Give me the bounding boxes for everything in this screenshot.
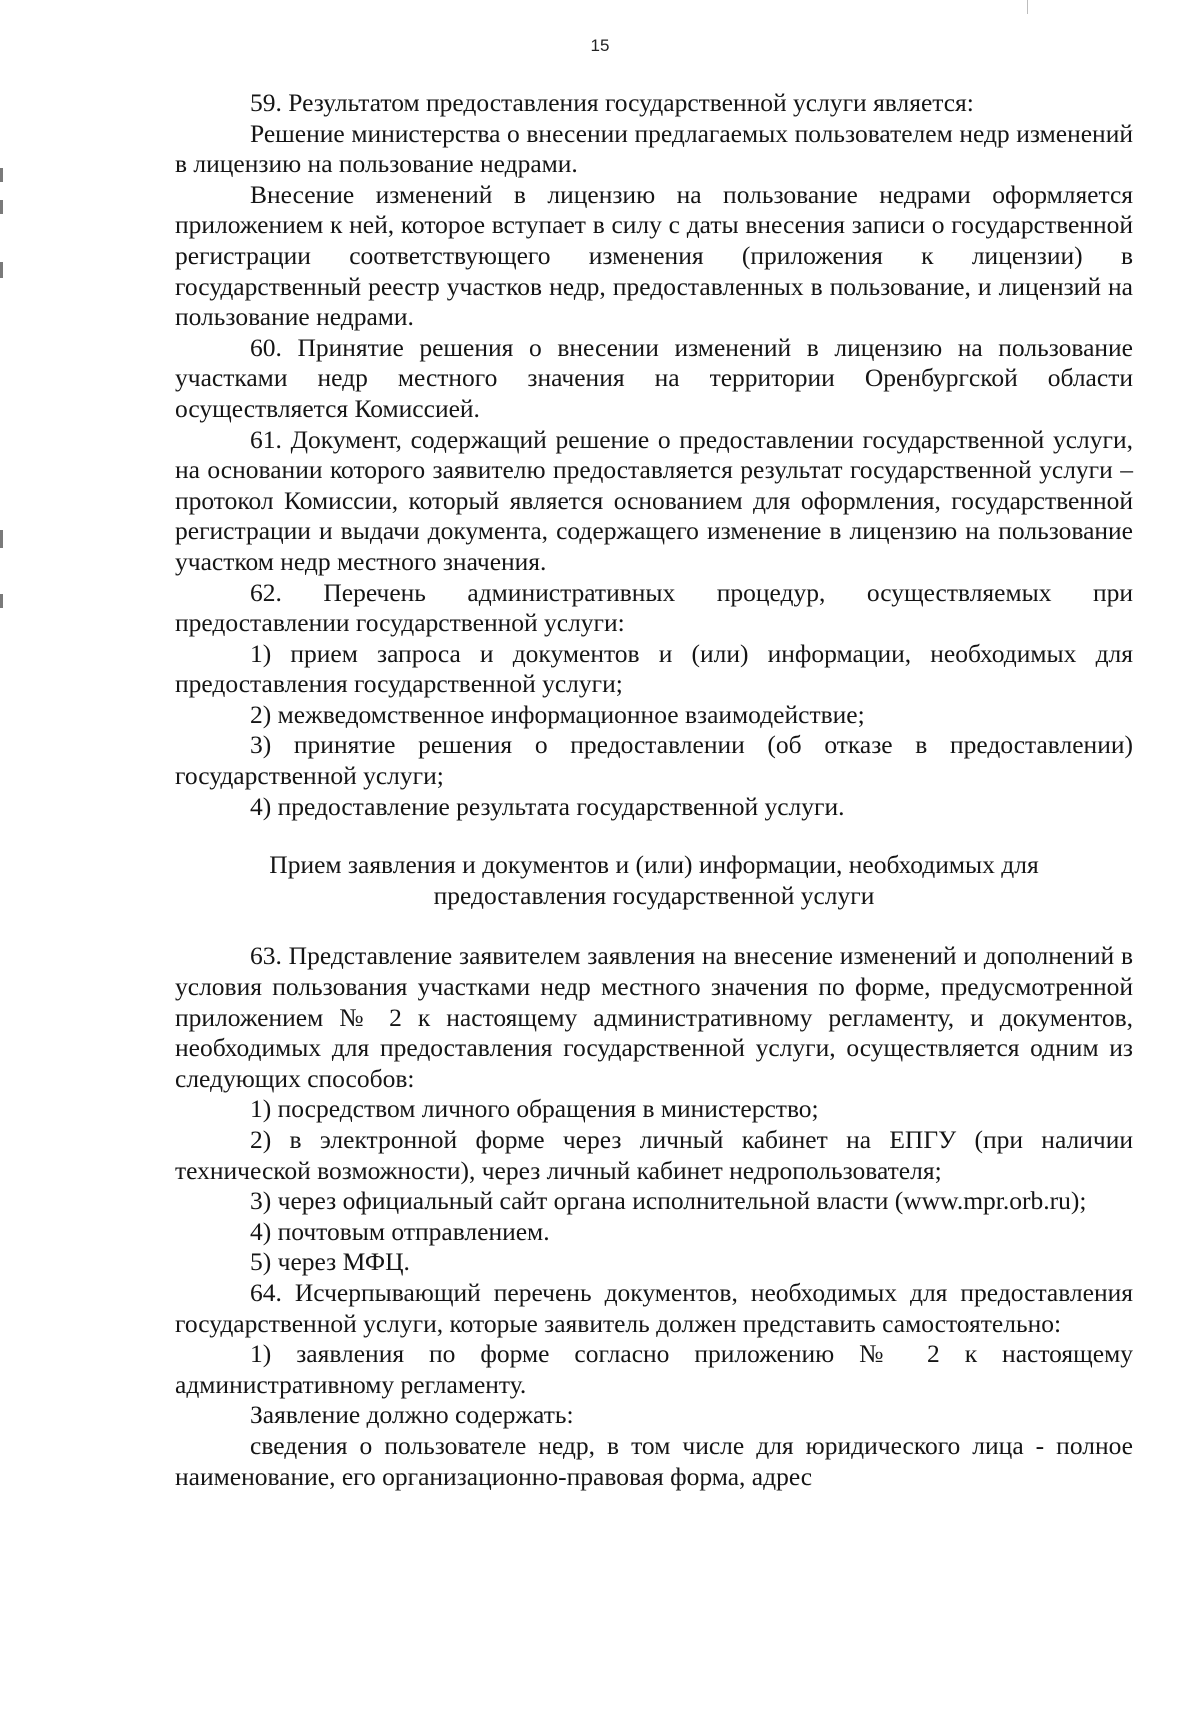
para-64-contents: Заявление должно содержать: — [250, 1400, 574, 1430]
para-63: 63. Представление заявителем заявления на внесение изменений и дополнений в условия пользования участками недр местного значения по форме, предусмотренной приложением № 2 к настоящему административному регламенту, и документов, необходимых для предоставления государственной услуги, осуществляется одним из следующих способов: — [175, 941, 1133, 1093]
scan-artifact — [0, 594, 3, 608]
para-63-item-2: 2) в электронной форме через личный кабинет на ЕПГУ (при наличии технической возможности), через личный кабинет недропользователя; — [175, 1125, 1133, 1185]
para-63-item-1: 1) посредством личного обращения в министерство; — [250, 1094, 819, 1124]
para-62: 62. Перечень административных процедур, осуществляемых при предоставлении государственной услуги: — [175, 577, 1133, 638]
scan-artifact — [0, 168, 3, 182]
para-63-item-5: 5) через МФЦ. — [250, 1247, 410, 1277]
para-63-item-4: 4) почтовым отправлением. — [250, 1216, 550, 1246]
para-64-item-1: 1) заявления по форме согласно приложению № 2 к настоящему административному регламенту. — [175, 1339, 1133, 1399]
para-64: 64. Исчерпывающий перечень документов, необходимых для предоставления государственной услуги, которые заявитель должен представить самостоятельно: — [175, 1277, 1133, 1338]
para-64-info: сведения о пользователе недр, в том числе для юридического лица - полное наименование, его организационно-правовая форма, адрес — [175, 1430, 1133, 1491]
document-body — [175, 88, 1133, 1492]
section-heading: Прием заявления и документов и (или) информации, необходимых для предоставления государственной услуги — [269, 850, 1039, 910]
para-62-item-1: 1) прием запроса и документов и (или) информации, необходимых для предоставления государственной услуги; — [175, 638, 1133, 699]
para-59-decision: Решение министерства о внесении предлагаемых пользователем недр изменений в лицензию на пользование недрами. — [175, 118, 1133, 179]
para-62-item-3: 3) принятие решения о предоставлении (об отказе в предоставлении) государственной услуги; — [175, 730, 1133, 791]
para-59-appendix: Внесение изменений в лицензию на пользование недрами оформляется приложением к ней, которое вступает в силу с даты внесения записи о государственной регистрации соответствующего изменения (приложения к лицензии) в государственный реестр участков недр, предоставленных в пользование, и лицензий на пользование недрами. — [175, 179, 1133, 332]
scan-artifact — [0, 200, 3, 214]
para-63-item-3: 3) через официальный сайт органа исполнительной власти (www.mpr.orb.ru); — [250, 1186, 1087, 1216]
para-59-title: 59. Результатом предоставления государственной услуги является: — [250, 88, 974, 117]
para-62-item-2: 2) межведомственное информационное взаимодействие; — [250, 699, 865, 729]
para-62-item-4: 4) предоставление результата государственной услуги. — [250, 791, 845, 821]
scan-artifact — [1027, 0, 1028, 14]
para-60: 60. Принятие решения о внесении изменений в лицензию на пользование участками недр местного значения на территории Оренбургской области осуществляется Комиссией. — [175, 332, 1133, 423]
scan-artifact — [0, 530, 3, 548]
scan-artifact — [0, 262, 3, 278]
page-number: 15 — [590, 36, 610, 55]
para-61: 61. Документ, содержащий решение о предоставлении государственной услуги, на основании которого заявителю предоставляется результат государственной услуги – протокол Комиссии, который является основанием для оформления, государственной регистрации и выдачи документа, содержащего изменение в лицензию на пользование участком недр местного значения. — [175, 424, 1133, 576]
